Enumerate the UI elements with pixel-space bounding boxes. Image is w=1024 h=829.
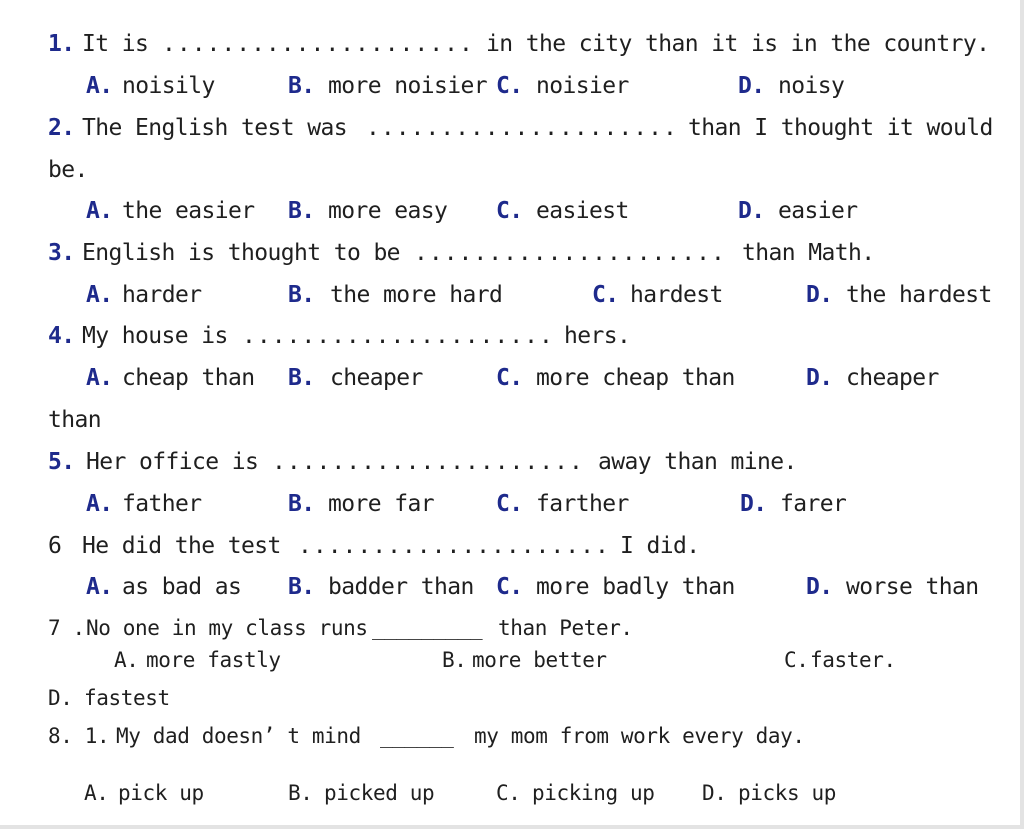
q6-option-b: badder than: [328, 574, 474, 600]
q8-option-a-letter: A.: [84, 781, 109, 805]
q6-option-d-letter: D.: [806, 574, 833, 600]
q4-text-start: My house is: [82, 323, 228, 349]
q4-option-d-continued: than: [48, 407, 101, 433]
q2-option-b-letter: B.: [288, 198, 315, 224]
q6-option-a: as bad as: [122, 574, 242, 600]
q5-text-start: Her office is: [86, 449, 259, 475]
q4-blank: .....................: [242, 323, 554, 349]
q3-option-b-letter: B.: [288, 282, 315, 308]
q7-option-b-letter: B.: [442, 648, 467, 672]
q5-text-end: away than mine.: [598, 449, 797, 475]
q6-number: 6: [48, 533, 62, 559]
q3-option-a-letter: A.: [86, 282, 113, 308]
q2-blank: .....................: [366, 115, 678, 141]
q2-number: 2.: [48, 115, 75, 141]
q6-option-c: more badly than: [536, 574, 735, 600]
q4-option-b: cheaper: [330, 365, 423, 391]
q7-text-start: No one in my class runs: [86, 616, 368, 640]
q5-blank: .....................: [272, 449, 584, 475]
q6-option-c-letter: C.: [496, 574, 523, 600]
q4-text-end: hers.: [564, 323, 631, 349]
q6-text-start: He did the test: [82, 533, 281, 559]
q3-number: 3.: [48, 240, 75, 266]
q5-option-a-letter: A.: [86, 491, 113, 517]
q3-option-c: hardest: [630, 282, 723, 308]
q1-number: 1.: [48, 31, 75, 57]
q4-option-d: cheaper: [846, 365, 939, 391]
q2-option-b: more easy: [328, 198, 448, 224]
q2-option-a: the easier: [122, 198, 255, 224]
q2-text-continued: be.: [48, 157, 88, 183]
q8-text-start: My dad doesn’ t mind: [116, 724, 361, 748]
q6-option-d: worse than: [846, 574, 979, 600]
q1-option-b: more noisier: [328, 73, 487, 99]
q6-blank: .....................: [298, 533, 610, 559]
q3-text-end: than Math.: [742, 240, 875, 266]
q3-option-a: harder: [122, 282, 202, 308]
q4-option-c-letter: C.: [496, 365, 523, 391]
q4-option-a-letter: A.: [86, 365, 113, 391]
q4-option-b-letter: B.: [288, 365, 315, 391]
q2-option-a-letter: A.: [86, 198, 113, 224]
q2-text-start: The English test was: [82, 115, 347, 141]
q8-option-d: picks up: [738, 781, 836, 805]
q6-text-end: I did.: [620, 533, 700, 559]
q7-blank: _________: [372, 616, 483, 640]
q7-text-end: than Peter.: [498, 616, 633, 640]
q8-text-end: my mom from work every day.: [474, 724, 805, 748]
q8-number: 8. 1.: [48, 724, 110, 748]
q5-option-a: father: [122, 491, 202, 517]
q3-text-start: English is thought to be: [82, 240, 400, 266]
q2-option-c-letter: C.: [496, 198, 523, 224]
q3-blank: .....................: [414, 240, 726, 266]
q7-option-a-letter: A.: [114, 648, 139, 672]
q1-option-d-letter: D.: [738, 73, 765, 99]
q7-number: 7 .: [48, 616, 85, 640]
q8-option-b-letter: B.: [288, 781, 313, 805]
q7-option-b: more better: [472, 648, 607, 672]
q1-option-d: noisy: [778, 73, 845, 99]
q2-option-d: easier: [778, 198, 858, 224]
q7-option-a: more fastly: [146, 648, 281, 672]
q1-blank: .....................: [162, 31, 474, 57]
q8-option-d-letter: D.: [702, 781, 727, 805]
q8-blank: ______: [380, 724, 454, 748]
q1-option-b-letter: B.: [288, 73, 315, 99]
q3-option-b: the more hard: [330, 282, 503, 308]
q7-option-c-letter: C.: [784, 648, 809, 672]
q1-option-a: noisily: [122, 73, 215, 99]
q1-option-a-letter: A.: [86, 73, 113, 99]
q1-option-c: noisier: [536, 73, 629, 99]
q4-option-d-letter: D.: [806, 365, 833, 391]
q8-option-a: pick up: [118, 781, 204, 805]
q6-option-a-letter: A.: [86, 574, 113, 600]
q5-option-c: farther: [536, 491, 629, 517]
q5-option-b-letter: B.: [288, 491, 315, 517]
q7-option-c: faster.: [810, 648, 896, 672]
q1-option-c-letter: C.: [496, 73, 523, 99]
q5-number: 5.: [48, 449, 75, 475]
q5-option-d-letter: D.: [740, 491, 767, 517]
q1-text-start: It is: [82, 31, 149, 57]
q1-text-end: in the city than it is in the country.: [486, 31, 990, 57]
q7-option-d: fastest: [84, 686, 170, 710]
q3-option-c-letter: C.: [592, 282, 619, 308]
q3-option-d-letter: D.: [806, 282, 833, 308]
q2-option-c: easiest: [536, 198, 629, 224]
q7-option-d-letter: D.: [48, 686, 73, 710]
q8-option-b: picked up: [324, 781, 435, 805]
q5-option-c-letter: C.: [496, 491, 523, 517]
q4-number: 4.: [48, 323, 75, 349]
q6-option-b-letter: B.: [288, 574, 315, 600]
q5-option-b: more far: [328, 491, 434, 517]
q2-text-end: than I thought it would: [688, 115, 993, 141]
q4-option-a: cheap than: [122, 365, 255, 391]
q3-option-d: the hardest: [846, 282, 992, 308]
q8-option-c-letter: C.: [496, 781, 521, 805]
q4-option-c: more cheap than: [536, 365, 735, 391]
q2-option-d-letter: D.: [738, 198, 765, 224]
q5-option-d: farer: [780, 491, 847, 517]
q8-option-c: picking up: [532, 781, 655, 805]
